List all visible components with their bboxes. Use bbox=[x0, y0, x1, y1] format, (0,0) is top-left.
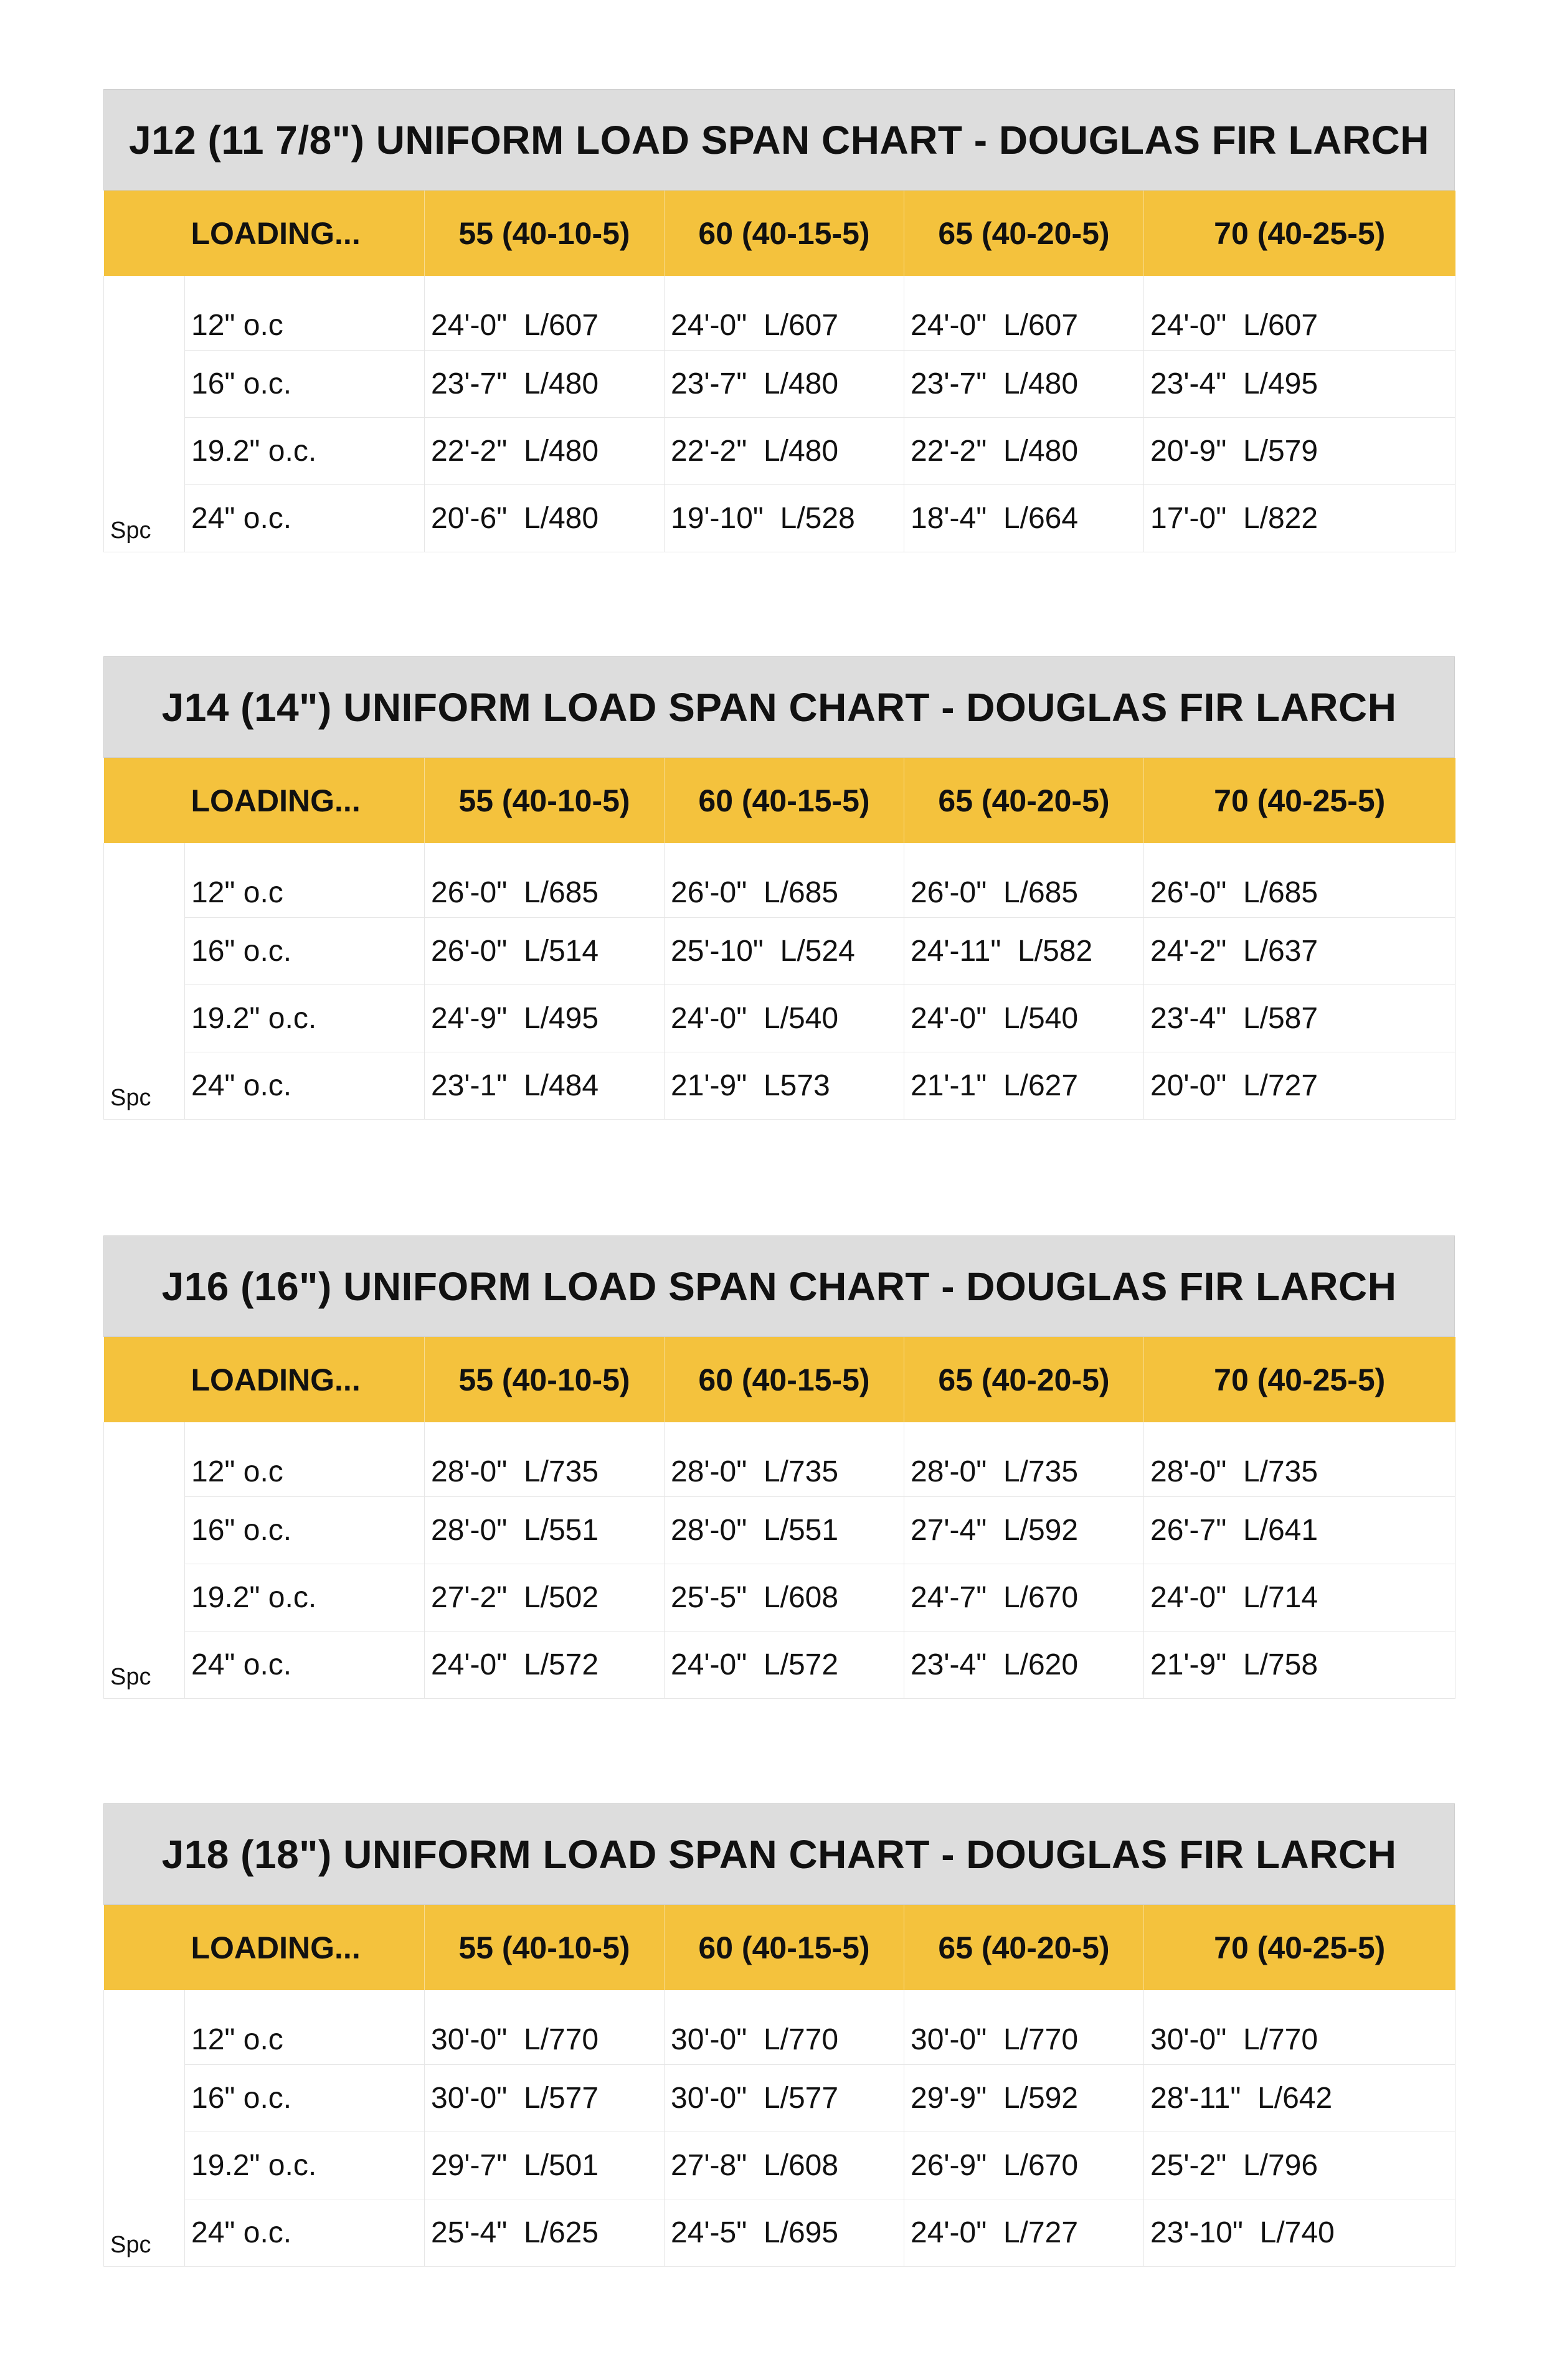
table-row bbox=[104, 485, 1455, 552]
span-value-cell: 20'-9" L/579 bbox=[1144, 418, 1455, 485]
span-value-cell: 27'-2" L/502 bbox=[425, 1564, 665, 1632]
span-value-cell: 23'-4" L/620 bbox=[904, 1632, 1144, 1699]
chart-title: J14 (14") UNIFORM LOAD SPAN CHART - DOUGLAS FIR LARCH bbox=[103, 656, 1455, 758]
span-value-cell: 30'-0" L/577 bbox=[425, 2065, 665, 2132]
span-value-cell: 24'-7" L/670 bbox=[904, 1564, 1144, 1632]
span-value-cell: 22'-2" L/480 bbox=[665, 418, 904, 485]
span-table bbox=[103, 1337, 1455, 1699]
spacing-axis-label: Spc bbox=[104, 1990, 185, 2267]
table-row bbox=[104, 276, 1455, 351]
span-value-cell: 25'-10" L/524 bbox=[665, 918, 904, 985]
span-value-cell: 25'-4" L/625 bbox=[425, 2199, 665, 2267]
table-row bbox=[104, 1497, 1455, 1564]
span-value-cell: 28'-0" L/735 bbox=[1144, 1422, 1455, 1497]
span-value-cell: 22'-2" L/480 bbox=[904, 418, 1144, 485]
table-row bbox=[104, 843, 1455, 918]
header-blank-cell bbox=[104, 1337, 185, 1422]
span-value-cell: 28'-0" L/551 bbox=[425, 1497, 665, 1564]
span-value-cell: 30'-0" L/770 bbox=[904, 1990, 1144, 2065]
header-row bbox=[104, 191, 1455, 276]
load-column-header: 55 (40-10-5) bbox=[425, 191, 665, 276]
spacing-label: 19.2" o.c. bbox=[185, 985, 425, 1052]
spacing-axis-label: Spc bbox=[104, 276, 185, 552]
table-row bbox=[104, 418, 1455, 485]
spacing-label: 16" o.c. bbox=[185, 2065, 425, 2132]
load-column-header: 65 (40-20-5) bbox=[904, 1337, 1144, 1422]
span-value-cell: 21'-1" L/627 bbox=[904, 1052, 1144, 1120]
span-value-cell: 30'-0" L/577 bbox=[665, 2065, 904, 2132]
load-column-header: 65 (40-20-5) bbox=[904, 758, 1144, 843]
header-blank-cell bbox=[104, 191, 185, 276]
loading-header: LOADING... bbox=[185, 1337, 425, 1422]
span-value-cell: 26'-7" L/641 bbox=[1144, 1497, 1455, 1564]
span-value-cell: 19'-10" L/528 bbox=[665, 485, 904, 552]
chart-title: J12 (11 7/8") UNIFORM LOAD SPAN CHART - DOUGLAS FIR LARCH bbox=[103, 89, 1455, 191]
table-row bbox=[104, 1052, 1455, 1120]
span-value-cell: 28'-0" L/735 bbox=[425, 1422, 665, 1497]
table-row bbox=[104, 918, 1455, 985]
spacing-label: 16" o.c. bbox=[185, 918, 425, 985]
table-row bbox=[104, 985, 1455, 1052]
span-value-cell: 26'-0" L/514 bbox=[425, 918, 665, 985]
span-value-cell: 24'-2" L/637 bbox=[1144, 918, 1455, 985]
span-value-cell: 30'-0" L/770 bbox=[1144, 1990, 1455, 2065]
span-value-cell: 23'-1" L/484 bbox=[425, 1052, 665, 1120]
span-table bbox=[103, 191, 1455, 552]
load-column-header: 65 (40-20-5) bbox=[904, 1905, 1144, 1990]
span-value-cell: 24'-0" L/572 bbox=[665, 1632, 904, 1699]
header-row bbox=[104, 758, 1455, 843]
span-value-cell: 26'-9" L/670 bbox=[904, 2132, 1144, 2199]
span-value-cell: 25'-5" L/608 bbox=[665, 1564, 904, 1632]
span-value-cell: 24'-0" L/714 bbox=[1144, 1564, 1455, 1632]
spacing-axis-label: Spc bbox=[104, 843, 185, 1120]
spacing-label: 16" o.c. bbox=[185, 351, 425, 418]
span-value-cell: 23'-4" L/495 bbox=[1144, 351, 1455, 418]
span-value-cell: 21'-9" L/758 bbox=[1144, 1632, 1455, 1699]
span-value-cell: 28'-11" L/642 bbox=[1144, 2065, 1455, 2132]
span-value-cell: 24'-0" L/540 bbox=[904, 985, 1144, 1052]
span-value-cell: 24'-0" L/572 bbox=[425, 1632, 665, 1699]
span-value-cell: 26'-0" L/685 bbox=[425, 843, 665, 918]
load-column-header: 70 (40-25-5) bbox=[1144, 191, 1455, 276]
spacing-label: 19.2" o.c. bbox=[185, 418, 425, 485]
span-chart bbox=[103, 1235, 1455, 1699]
chart-title: J18 (18") UNIFORM LOAD SPAN CHART - DOUGLAS FIR LARCH bbox=[103, 1803, 1455, 1905]
span-value-cell: 17'-0" L/822 bbox=[1144, 485, 1455, 552]
spacing-axis-label: Spc bbox=[104, 1422, 185, 1699]
span-table bbox=[103, 758, 1455, 1120]
loading-header: LOADING... bbox=[185, 1905, 425, 1990]
span-chart bbox=[103, 1803, 1455, 2267]
span-value-cell: 24'-0" L/607 bbox=[904, 276, 1144, 351]
span-value-cell: 24'-0" L/607 bbox=[665, 276, 904, 351]
span-table bbox=[103, 1905, 1455, 2267]
spacing-label: 24" o.c. bbox=[185, 1632, 425, 1699]
table-row bbox=[104, 1564, 1455, 1632]
spacing-label: 19.2" o.c. bbox=[185, 2132, 425, 2199]
load-column-header: 70 (40-25-5) bbox=[1144, 1905, 1455, 1990]
table-row bbox=[104, 1422, 1455, 1497]
span-value-cell: 26'-0" L/685 bbox=[1144, 843, 1455, 918]
chart-title: J16 (16") UNIFORM LOAD SPAN CHART - DOUGLAS FIR LARCH bbox=[103, 1235, 1455, 1337]
load-column-header: 60 (40-15-5) bbox=[665, 1905, 904, 1990]
load-column-header: 70 (40-25-5) bbox=[1144, 758, 1455, 843]
spacing-label: 24" o.c. bbox=[185, 1052, 425, 1120]
span-value-cell: 24'-9" L/495 bbox=[425, 985, 665, 1052]
span-value-cell: 30'-0" L/770 bbox=[665, 1990, 904, 2065]
span-value-cell: 24'-0" L/607 bbox=[1144, 276, 1455, 351]
load-column-header: 55 (40-10-5) bbox=[425, 758, 665, 843]
span-value-cell: 25'-2" L/796 bbox=[1144, 2132, 1455, 2199]
span-value-cell: 22'-2" L/480 bbox=[425, 418, 665, 485]
span-value-cell: 23'-4" L/587 bbox=[1144, 985, 1455, 1052]
spacing-label: 12" o.c bbox=[185, 1990, 425, 2065]
table-row bbox=[104, 2065, 1455, 2132]
load-column-header: 60 (40-15-5) bbox=[665, 1337, 904, 1422]
table-row bbox=[104, 2199, 1455, 2267]
span-value-cell: 24'-11" L/582 bbox=[904, 918, 1144, 985]
spacing-label: 19.2" o.c. bbox=[185, 1564, 425, 1632]
span-value-cell: 29'-7" L/501 bbox=[425, 2132, 665, 2199]
span-value-cell: 24'-0" L/727 bbox=[904, 2199, 1144, 2267]
load-column-header: 60 (40-15-5) bbox=[665, 191, 904, 276]
span-value-cell: 23'-7" L/480 bbox=[665, 351, 904, 418]
span-value-cell: 28'-0" L/735 bbox=[665, 1422, 904, 1497]
header-row bbox=[104, 1905, 1455, 1990]
span-value-cell: 18'-4" L/664 bbox=[904, 485, 1144, 552]
table-row bbox=[104, 1990, 1455, 2065]
spacing-label: 12" o.c bbox=[185, 843, 425, 918]
table-row bbox=[104, 2132, 1455, 2199]
load-column-header: 55 (40-10-5) bbox=[425, 1337, 665, 1422]
span-value-cell: 24'-0" L/607 bbox=[425, 276, 665, 351]
span-value-cell: 21'-9" L573 bbox=[665, 1052, 904, 1120]
span-value-cell: 28'-0" L/551 bbox=[665, 1497, 904, 1564]
load-column-header: 60 (40-15-5) bbox=[665, 758, 904, 843]
spacing-label: 12" o.c bbox=[185, 1422, 425, 1497]
span-value-cell: 27'-4" L/592 bbox=[904, 1497, 1144, 1564]
span-value-cell: 23'-10" L/740 bbox=[1144, 2199, 1455, 2267]
span-value-cell: 24'-5" L/695 bbox=[665, 2199, 904, 2267]
span-value-cell: 20'-6" L/480 bbox=[425, 485, 665, 552]
span-chart bbox=[103, 89, 1455, 552]
span-value-cell: 23'-7" L/480 bbox=[425, 351, 665, 418]
spacing-label: 16" o.c. bbox=[185, 1497, 425, 1564]
loading-header: LOADING... bbox=[185, 191, 425, 276]
load-column-header: 65 (40-20-5) bbox=[904, 191, 1144, 276]
span-value-cell: 30'-0" L/770 bbox=[425, 1990, 665, 2065]
span-value-cell: 27'-8" L/608 bbox=[665, 2132, 904, 2199]
span-value-cell: 28'-0" L/735 bbox=[904, 1422, 1144, 1497]
header-blank-cell bbox=[104, 758, 185, 843]
spacing-label: 24" o.c. bbox=[185, 485, 425, 552]
header-row bbox=[104, 1337, 1455, 1422]
span-value-cell: 29'-9" L/592 bbox=[904, 2065, 1144, 2132]
load-column-header: 55 (40-10-5) bbox=[425, 1905, 665, 1990]
table-row bbox=[104, 351, 1455, 418]
span-chart bbox=[103, 656, 1455, 1120]
loading-header: LOADING... bbox=[185, 758, 425, 843]
span-value-cell: 26'-0" L/685 bbox=[665, 843, 904, 918]
table-row bbox=[104, 1632, 1455, 1699]
span-value-cell: 26'-0" L/685 bbox=[904, 843, 1144, 918]
load-column-header: 70 (40-25-5) bbox=[1144, 1337, 1455, 1422]
header-blank-cell bbox=[104, 1905, 185, 1990]
spacing-label: 24" o.c. bbox=[185, 2199, 425, 2267]
span-value-cell: 24'-0" L/540 bbox=[665, 985, 904, 1052]
spacing-label: 12" o.c bbox=[185, 276, 425, 351]
span-value-cell: 23'-7" L/480 bbox=[904, 351, 1144, 418]
span-value-cell: 20'-0" L/727 bbox=[1144, 1052, 1455, 1120]
